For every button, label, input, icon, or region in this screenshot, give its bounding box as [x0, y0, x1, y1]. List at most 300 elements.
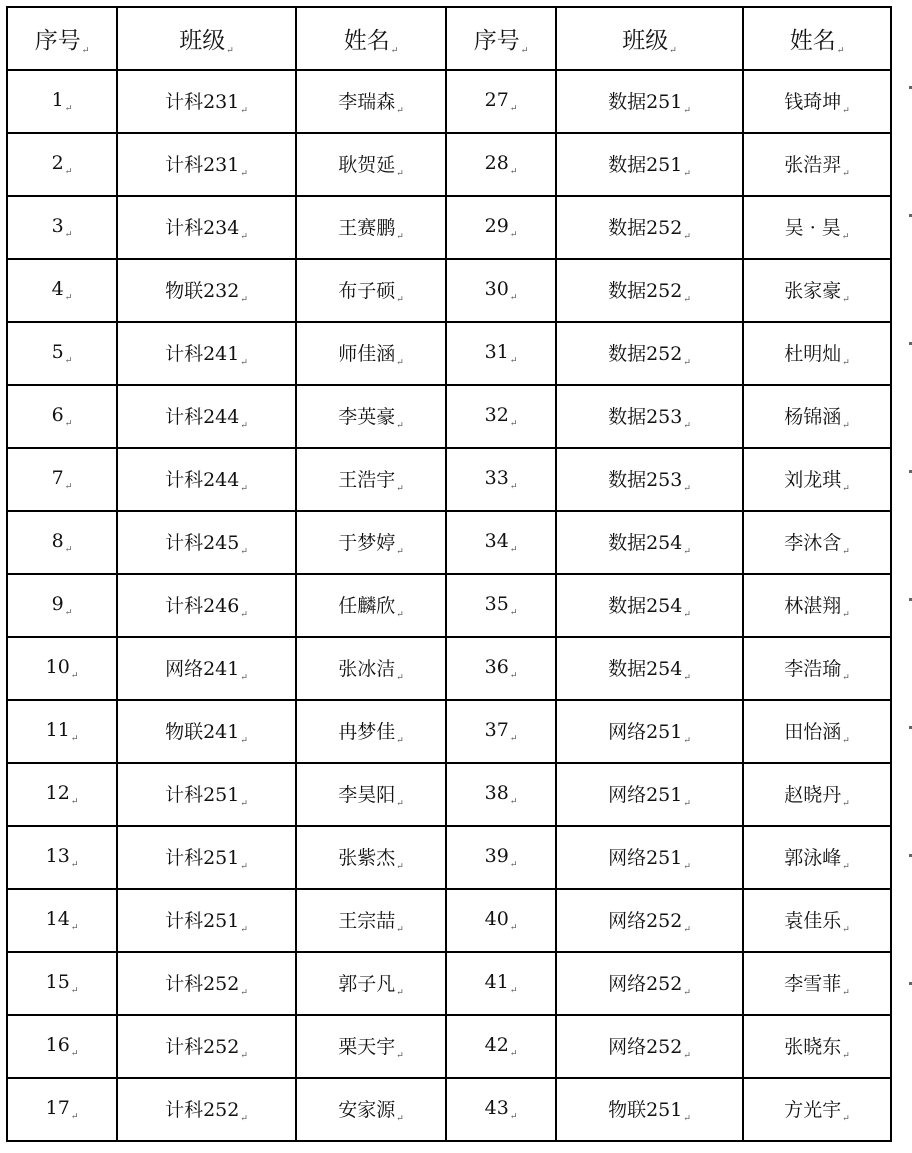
table-row: [7, 133, 891, 196]
name-left-cell: [296, 826, 446, 889]
header-label: 姓名: [343, 27, 390, 54]
cell-text: 钱琦坤: [784, 91, 842, 113]
paragraph-mark-icon: ↵: [70, 1049, 79, 1059]
cell-text: 31: [484, 341, 509, 363]
paragraph-mark-icon: ↵: [842, 988, 850, 998]
table-row: [7, 889, 891, 952]
class-right-cell: [556, 196, 743, 259]
cell-text: 物联232: [165, 280, 240, 302]
paragraph-mark-icon: ↵: [70, 734, 79, 744]
cell-text: 王浩宇: [338, 469, 396, 491]
paragraph-mark-icon: ↵: [683, 295, 691, 305]
name-left-cell: [296, 70, 446, 133]
name-right-cell: [743, 763, 891, 826]
paragraph-mark-icon: ↵: [240, 169, 248, 179]
cell-text: 网络252: [608, 1036, 683, 1058]
name-left-cell: [296, 574, 446, 637]
class-right-cell: [556, 763, 743, 826]
paragraph-mark-icon: ↵: [396, 799, 404, 809]
cell-text: 方光宇: [784, 1099, 842, 1121]
paragraph-mark-icon: ↵: [842, 484, 850, 494]
seq-right-cell: [446, 70, 556, 133]
cell-text: 张家豪: [784, 280, 842, 302]
cell-text: 计科231: [165, 91, 240, 113]
paragraph-mark-icon: ↵: [842, 925, 850, 935]
cell-text: 布子硕: [338, 280, 396, 302]
paragraph-mark-icon: ↵: [683, 988, 691, 998]
paragraph-mark-icon: ↵: [509, 671, 518, 681]
cell-text: 李英豪: [338, 406, 396, 428]
paragraph-mark-icon: ↵: [683, 799, 691, 809]
paragraph-mark-icon: ↵: [842, 610, 850, 620]
paragraph-mark-icon: ↵: [683, 421, 691, 431]
seq-right-cell: [446, 826, 556, 889]
cell-text: 12: [45, 782, 70, 804]
class-left-cell: [117, 889, 296, 952]
cell-text: 数据252: [608, 343, 683, 365]
paragraph-mark-icon: ↵: [683, 106, 691, 116]
seq-left-cell: [7, 511, 117, 574]
cell-text: 王宗喆: [338, 910, 396, 932]
cell-text: 30: [484, 278, 509, 300]
class-left-cell: [117, 322, 296, 385]
seq-right-cell: [446, 637, 556, 700]
seq-right-cell: [446, 1078, 556, 1141]
table-row: [7, 448, 891, 511]
table-row: [7, 700, 891, 763]
paragraph-mark-icon: ↵: [390, 45, 399, 56]
name-left-cell: [296, 1015, 446, 1078]
cell-text: 李瑞森: [338, 91, 396, 113]
class-left-cell: [117, 385, 296, 448]
paragraph-mark-icon: ↵: [396, 1051, 404, 1061]
cell-text: 9: [51, 593, 64, 615]
cell-text: 5: [51, 341, 64, 363]
name-left-cell: [296, 511, 446, 574]
cell-text: 27: [484, 89, 509, 111]
paragraph-mark-icon: ↵: [240, 295, 248, 305]
cell-text: 14: [45, 908, 70, 930]
paragraph-mark-icon: ↵: [842, 736, 850, 746]
name-right-cell: [743, 889, 891, 952]
cell-text: 网络252: [608, 910, 683, 932]
cell-text: 计科252: [165, 973, 240, 995]
name-left-cell: [296, 448, 446, 511]
paragraph-mark-icon: ↵: [842, 358, 850, 368]
seq-right-cell: [446, 700, 556, 763]
cell-text: 34: [484, 530, 509, 552]
seq-left-cell: [7, 1078, 117, 1141]
cell-text: 李浩瑜: [784, 658, 842, 680]
table-row: [7, 511, 891, 574]
cell-text: 36: [484, 656, 509, 678]
name-right-cell: [743, 448, 891, 511]
paragraph-mark-icon: ↵: [683, 673, 691, 683]
class-right-cell: [556, 385, 743, 448]
cell-text: 刘龙琪: [784, 469, 842, 491]
table-row: [7, 574, 891, 637]
paragraph-mark-icon: ↵: [396, 484, 404, 494]
paragraph-mark-icon: ↵: [240, 232, 248, 242]
class-right-cell: [556, 259, 743, 322]
cell-text: 网络241: [165, 658, 240, 680]
table-row: [7, 826, 891, 889]
paragraph-mark-icon: ↵: [70, 860, 79, 870]
header-cell-class-left: [117, 7, 296, 70]
class-left-cell: [117, 700, 296, 763]
name-left-cell: [296, 259, 446, 322]
cell-text: 33: [484, 467, 509, 489]
paragraph-mark-icon: ↵: [842, 1051, 850, 1061]
paragraph-mark-icon: ↵: [396, 358, 404, 368]
cell-text: 3: [51, 215, 64, 237]
table-row: [7, 196, 891, 259]
paragraph-mark-icon: ↵: [509, 734, 518, 744]
paragraph-mark-icon: ↵: [396, 736, 404, 746]
cell-text: 42: [484, 1034, 509, 1056]
class-right-cell: [556, 511, 743, 574]
name-left-cell: [296, 700, 446, 763]
cell-text: 8: [51, 530, 64, 552]
paragraph-mark-icon: ↵: [81, 45, 90, 56]
class-right-cell: [556, 952, 743, 1015]
cell-text: 张紫杰: [338, 847, 396, 869]
cell-text: 数据252: [608, 217, 683, 239]
class-left-cell: [117, 1015, 296, 1078]
header-label: 序号: [34, 27, 81, 54]
paragraph-mark-icon: ↵: [396, 988, 404, 998]
paragraph-mark-icon: ↵: [64, 104, 73, 114]
paragraph-mark-icon: ↵: [70, 797, 79, 807]
cell-text: 数据251: [608, 91, 683, 113]
cell-text: 于梦婷: [338, 532, 396, 554]
paragraph-mark-icon: ↵: [70, 986, 79, 996]
table-row: [7, 1015, 891, 1078]
paragraph-mark-icon: ↵: [842, 1114, 850, 1124]
table-body: [7, 70, 891, 1141]
paragraph-mark-icon: ↵: [509, 167, 518, 177]
header-label: 班级: [622, 27, 669, 54]
paragraph-mark-icon: ↵: [842, 673, 850, 683]
cell-text: 任麟欣: [338, 595, 396, 617]
paragraph-mark-icon: ↵: [64, 167, 73, 177]
paragraph-mark-icon: ↵: [70, 671, 79, 681]
paragraph-mark-icon: ↵: [240, 547, 248, 557]
seq-left-cell: [7, 196, 117, 259]
cell-text: 数据252: [608, 280, 683, 302]
table-row: [7, 385, 891, 448]
seq-right-cell: [446, 448, 556, 511]
cell-text: 7: [51, 467, 64, 489]
paragraph-mark-icon: ↵: [683, 610, 691, 620]
paragraph-mark-icon: ↵: [683, 169, 691, 179]
class-right-cell: [556, 1015, 743, 1078]
paragraph-mark-icon: ↵: [396, 169, 404, 179]
class-right-cell: [556, 826, 743, 889]
paragraph-mark-icon: ↵: [396, 421, 404, 431]
seq-right-cell: [446, 511, 556, 574]
paragraph-mark-icon: ↵: [64, 356, 73, 366]
paragraph-mark-icon: ↵: [396, 295, 404, 305]
name-left-cell: [296, 322, 446, 385]
paragraph-mark-icon: ↵: [683, 547, 691, 557]
cell-text: 袁佳乐: [784, 910, 842, 932]
table-row: [7, 322, 891, 385]
seq-left-cell: [7, 637, 117, 700]
seq-left-cell: [7, 1015, 117, 1078]
class-left-cell: [117, 952, 296, 1015]
seq-right-cell: [446, 952, 556, 1015]
paragraph-mark-icon: ↵: [240, 106, 248, 116]
paragraph-mark-icon: ↵: [683, 925, 691, 935]
cell-text: 计科252: [165, 1099, 240, 1121]
class-right-cell: [556, 133, 743, 196]
paragraph-mark-icon: ↵: [683, 1114, 691, 1124]
cell-text: 计科244: [165, 469, 240, 491]
paragraph-mark-icon: ↵: [509, 293, 518, 303]
paragraph-mark-icon: ↵: [842, 547, 850, 557]
table-row: [7, 763, 891, 826]
seq-right-cell: [446, 196, 556, 259]
student-roster-table: [6, 6, 892, 1142]
cell-text: 10: [45, 656, 70, 678]
paragraph-mark-icon: ↵: [509, 986, 518, 996]
cell-text: 郭子凡: [338, 973, 396, 995]
table-row: [7, 637, 891, 700]
cell-text: 数据254: [608, 658, 683, 680]
table-row: [7, 1078, 891, 1141]
paragraph-mark-icon: ↵: [226, 45, 234, 56]
class-left-cell: [117, 574, 296, 637]
name-right-cell: [743, 322, 891, 385]
name-right-cell: [743, 637, 891, 700]
cell-text: 郭泳峰: [784, 847, 842, 869]
paragraph-mark-icon: ↵: [240, 421, 248, 431]
cell-text: 2: [51, 152, 64, 174]
header-label: 姓名: [789, 27, 836, 54]
paragraph-mark-icon: ↵: [70, 1112, 79, 1122]
cell-text: 计科251: [165, 784, 240, 806]
cell-text: 16: [45, 1034, 70, 1056]
class-right-cell: [556, 889, 743, 952]
cell-text: 网络251: [608, 847, 683, 869]
cell-text: 计科246: [165, 595, 240, 617]
cell-text: 网络252: [608, 973, 683, 995]
cell-text: 师佳涵: [338, 343, 396, 365]
cell-text: 计科234: [165, 217, 240, 239]
cell-text: 李雪菲: [784, 973, 842, 995]
class-left-cell: [117, 448, 296, 511]
header-label: 序号: [473, 27, 520, 54]
paragraph-mark-icon: ↵: [396, 1114, 404, 1124]
seq-right-cell: [446, 259, 556, 322]
paragraph-mark-icon: ↵: [842, 106, 850, 116]
name-right-cell: [743, 826, 891, 889]
paragraph-mark-icon: ↵: [240, 1114, 248, 1124]
paragraph-mark-icon: ↵: [683, 484, 691, 494]
cell-text: 冉梦佳: [338, 721, 396, 743]
paragraph-mark-icon: ↵: [240, 610, 248, 620]
class-left-cell: [117, 196, 296, 259]
class-right-cell: [556, 70, 743, 133]
paragraph-mark-icon: ↵: [240, 862, 248, 872]
class-left-cell: [117, 133, 296, 196]
paragraph-mark-icon: ↵: [509, 482, 518, 492]
cell-text: 4: [51, 278, 64, 300]
header-cell-seq-left: [7, 7, 117, 70]
name-right-cell: [743, 700, 891, 763]
header-cell-name-left: [296, 7, 446, 70]
paragraph-mark-icon: ↵: [396, 862, 404, 872]
name-right-cell: [743, 952, 891, 1015]
name-right-cell: [743, 259, 891, 322]
cell-text: 李昊阳: [338, 784, 396, 806]
seq-left-cell: [7, 385, 117, 448]
cell-text: 杨锦涵: [784, 406, 842, 428]
paragraph-mark-icon: ↵: [396, 106, 404, 116]
paragraph-mark-icon: ↵: [240, 673, 248, 683]
seq-right-cell: [446, 385, 556, 448]
paragraph-mark-icon: ↵: [683, 358, 691, 368]
class-right-cell: [556, 448, 743, 511]
paragraph-mark-icon: ↵: [240, 358, 248, 368]
class-right-cell: [556, 637, 743, 700]
paragraph-mark-icon: ↵: [509, 860, 518, 870]
paragraph-mark-icon: ↵: [240, 925, 248, 935]
paragraph-mark-icon: ↵: [842, 421, 850, 431]
paragraph-mark-icon: ↵: [509, 1049, 518, 1059]
cell-text: 计科251: [165, 847, 240, 869]
cell-text: 张浩羿: [784, 154, 842, 176]
seq-right-cell: [446, 1015, 556, 1078]
cell-text: 安家源: [338, 1099, 396, 1121]
cell-text: 栗天宇: [338, 1036, 396, 1058]
class-left-cell: [117, 763, 296, 826]
seq-left-cell: [7, 826, 117, 889]
seq-left-cell: [7, 70, 117, 133]
paragraph-mark-icon: ↵: [509, 797, 518, 807]
paragraph-mark-icon: ↵: [520, 45, 529, 56]
class-left-cell: [117, 511, 296, 574]
cell-text: 35: [484, 593, 509, 615]
cell-text: 17: [45, 1097, 70, 1119]
cell-text: 李沐含: [784, 532, 842, 554]
cell-text: 田怡涵: [784, 721, 842, 743]
seq-left-cell: [7, 133, 117, 196]
paragraph-mark-icon: ↵: [396, 925, 404, 935]
cell-text: 29: [484, 215, 509, 237]
paragraph-mark-icon: ↵: [842, 295, 850, 305]
paragraph-mark-icon: ↵: [842, 862, 850, 872]
paragraph-mark-icon: ↵: [509, 356, 518, 366]
seq-right-cell: [446, 889, 556, 952]
cell-text: 物联241: [165, 721, 240, 743]
seq-left-cell: [7, 574, 117, 637]
paragraph-mark-icon: ↵: [396, 232, 404, 242]
seq-left-cell: [7, 322, 117, 385]
cell-text: 40: [484, 908, 509, 930]
name-right-cell: [743, 1015, 891, 1078]
seq-left-cell: [7, 763, 117, 826]
cell-text: 37: [484, 719, 509, 741]
header-cell-seq-right: [446, 7, 556, 70]
table-header: [7, 7, 891, 70]
table-row: [7, 70, 891, 133]
name-left-cell: [296, 889, 446, 952]
class-left-cell: [117, 259, 296, 322]
class-left-cell: [117, 637, 296, 700]
header-label: 班级: [179, 27, 226, 54]
class-left-cell: [117, 1078, 296, 1141]
cell-text: 41: [484, 971, 509, 993]
paragraph-mark-icon: ↵: [396, 547, 404, 557]
seq-right-cell: [446, 574, 556, 637]
cell-text: 张晓东: [784, 1036, 842, 1058]
class-left-cell: [117, 70, 296, 133]
class-right-cell: [556, 322, 743, 385]
paragraph-mark-icon: ↵: [509, 923, 518, 933]
cell-text: 数据254: [608, 595, 683, 617]
cell-text: 计科231: [165, 154, 240, 176]
paragraph-mark-icon: ↵: [64, 230, 73, 240]
name-left-cell: [296, 1078, 446, 1141]
cell-text: 林湛翔: [784, 595, 842, 617]
cell-text: 赵晓丹: [784, 784, 842, 806]
cell-text: 张冰洁: [338, 658, 396, 680]
paragraph-mark-icon: ↵: [669, 45, 677, 56]
cell-text: 吴 · 昊: [784, 217, 841, 239]
name-right-cell: [743, 133, 891, 196]
paragraph-mark-icon: ↵: [240, 988, 248, 998]
cell-text: 43: [484, 1097, 509, 1119]
cell-text: 1: [51, 89, 64, 111]
class-right-cell: [556, 574, 743, 637]
cell-text: 计科252: [165, 1036, 240, 1058]
cell-text: 数据253: [608, 406, 683, 428]
cell-text: 王赛鹏: [338, 217, 396, 239]
seq-left-cell: [7, 700, 117, 763]
paragraph-mark-icon: ↵: [509, 419, 518, 429]
seq-right-cell: [446, 763, 556, 826]
paragraph-mark-icon: ↵: [509, 230, 518, 240]
cell-text: 数据254: [608, 532, 683, 554]
cell-text: 13: [45, 845, 70, 867]
name-right-cell: [743, 196, 891, 259]
paragraph-mark-icon: ↵: [683, 1051, 691, 1061]
cell-text: 11: [45, 719, 70, 741]
cell-text: 38: [484, 782, 509, 804]
paragraph-mark-icon: ↵: [509, 1112, 518, 1122]
name-left-cell: [296, 133, 446, 196]
name-left-cell: [296, 763, 446, 826]
table-row: [7, 952, 891, 1015]
cell-text: 计科251: [165, 910, 240, 932]
cell-text: 计科244: [165, 406, 240, 428]
name-left-cell: [296, 637, 446, 700]
seq-right-cell: [446, 322, 556, 385]
cell-text: 计科241: [165, 343, 240, 365]
cell-text: 28: [484, 152, 509, 174]
cell-text: 数据253: [608, 469, 683, 491]
cell-text: 15: [45, 971, 70, 993]
cell-text: 物联251: [608, 1099, 683, 1121]
paragraph-mark-icon: ↵: [841, 232, 850, 242]
cell-text: 6: [51, 404, 64, 426]
cell-text: 网络251: [608, 784, 683, 806]
cell-text: 杜明灿: [784, 343, 842, 365]
name-left-cell: [296, 385, 446, 448]
cell-text: 网络251: [608, 721, 683, 743]
